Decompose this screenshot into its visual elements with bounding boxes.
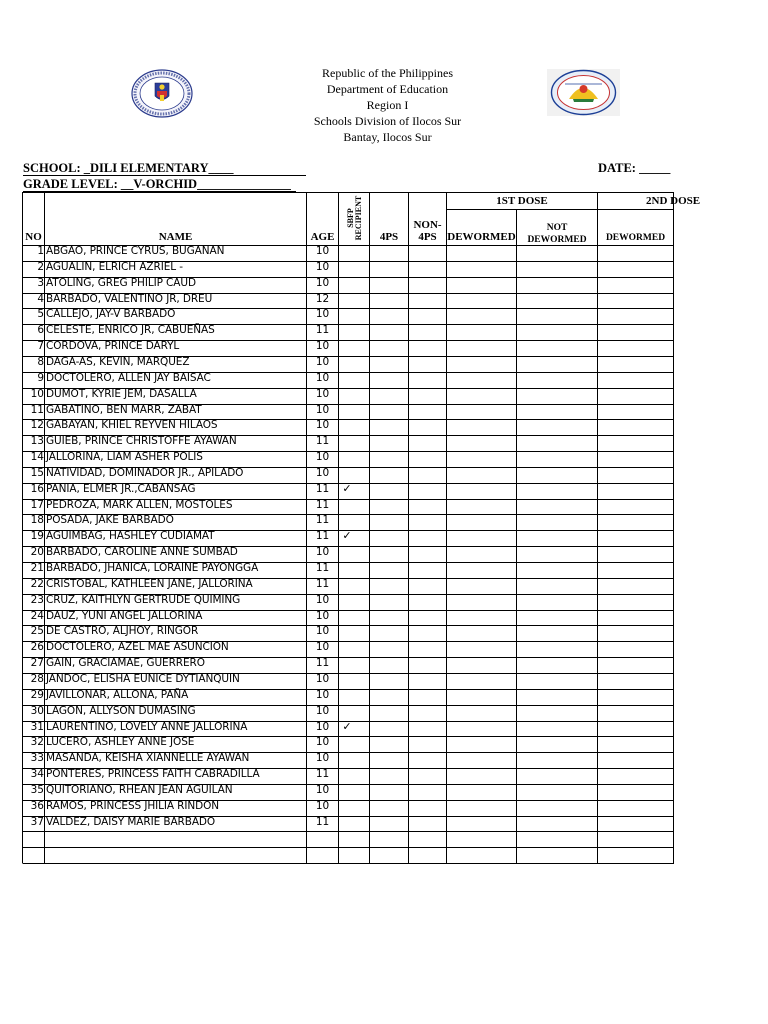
student-name: PANIA, ELMER JR.,CABANSAG	[46, 482, 196, 495]
table-row	[0, 449, 768, 465]
student-number: 17	[30, 498, 44, 511]
student-name: ATOLING, GREG PHILIP CAUD	[46, 276, 196, 289]
student-number: 1	[37, 245, 44, 257]
student-number: 22	[30, 577, 44, 590]
student-number: 12	[30, 419, 44, 432]
student-age: 10	[315, 403, 330, 416]
col-header-sbfp	[342, 192, 368, 244]
student-number: 19	[30, 530, 44, 543]
student-number: 9	[37, 371, 44, 384]
table-row	[0, 259, 768, 275]
student-name: DAUZ, YUNI ANGEL JALLORINA	[46, 609, 203, 622]
student-name: DOCTOLERO, AZEL MAE ASUNCION	[46, 641, 229, 654]
student-name: MASANDA, KEISHA XIANNELLE AYAWAN	[46, 752, 250, 765]
student-age: 10	[315, 799, 330, 812]
table-row	[0, 528, 768, 544]
student-name: AGUALIN, ELRICH AZRIEL -	[46, 260, 183, 273]
division-seal-logo	[547, 69, 620, 116]
student-name: PEDROZA, MARK ALLEN, MOSTOLES	[46, 498, 233, 511]
student-age: 11	[315, 435, 330, 448]
table-row	[0, 433, 768, 449]
document-header	[250, 65, 525, 145]
student-age: 10	[315, 593, 330, 606]
student-age: 10	[315, 720, 330, 733]
sbfp-check: ✓	[342, 529, 352, 543]
student-age: 11	[315, 498, 330, 511]
student-name: AGUIMBAG, HASHLEY CUDIAMAT	[46, 530, 215, 543]
table-row	[0, 322, 768, 338]
sbfp-check: ✓	[342, 481, 352, 495]
table-row	[0, 687, 768, 703]
student-number: 35	[30, 783, 44, 796]
student-age: 10	[315, 260, 330, 273]
student-number: 2	[37, 260, 44, 273]
student-number: 7	[37, 340, 44, 353]
student-age: 11	[315, 657, 330, 670]
table-row	[0, 512, 768, 528]
student-name: QUITORIANO, RHEAN JEAN AGUILAN	[46, 783, 233, 796]
header-location: Bantay, Ilocos Sur	[343, 130, 432, 144]
student-name: LAURENTINO, LOVELY ANNE JALLORINA	[46, 720, 248, 733]
table-row	[0, 782, 768, 798]
student-number: 32	[30, 736, 44, 749]
student-name: GABATINO, BEN MARR, ZABAT	[46, 403, 202, 416]
student-name: CRISTOBAL, KATHLEEN JANE, JALLORINA	[46, 577, 253, 590]
student-name: BARBADO, CAROLINE ANNE SUMBAD	[46, 546, 238, 559]
student-number: 15	[30, 466, 44, 479]
table-row	[0, 465, 768, 481]
student-number: 25	[30, 625, 44, 638]
student-name: RAMOS, PRINCESS JHILIA RINDON	[46, 799, 220, 812]
student-age: 10	[315, 387, 330, 400]
student-number: 20	[30, 546, 44, 559]
header-department: Department of Education	[326, 82, 449, 96]
col-header-dewormed-2nd: DEWORMED	[605, 233, 666, 243]
student-age: 10	[315, 609, 330, 622]
table-row	[0, 291, 768, 307]
sbfp-check: ✓	[342, 719, 352, 733]
student-name: GUIEB, PRINCE CHRISTOFFE AYAWAN	[46, 435, 237, 448]
table-row	[0, 639, 768, 655]
student-number: 31	[30, 720, 44, 733]
student-name: PONTERES, PRINCESS FAITH CABRADILLA	[46, 768, 260, 781]
student-number: 27	[30, 657, 44, 670]
student-age: 11	[315, 324, 330, 337]
student-age: 10	[315, 752, 330, 765]
student-age: 10	[315, 625, 330, 638]
student-age: 10	[315, 704, 330, 717]
student-age: 10	[315, 308, 330, 321]
student-number: 26	[30, 641, 44, 654]
student-number: 29	[30, 688, 44, 701]
student-number: 3	[37, 276, 44, 289]
student-name: NATIVIDAD, DOMINADOR JR., APILADO	[46, 466, 244, 479]
student-name: BARBADO, JHANICA, LORAINE PAYONGGA	[46, 562, 259, 574]
grade-underline	[23, 191, 296, 192]
student-age: 11	[315, 482, 330, 495]
student-name: CALLEJO, JAY-V BARBADO	[46, 308, 176, 321]
table-row	[0, 703, 768, 719]
student-number: 30	[30, 704, 44, 717]
student-age: 10	[315, 340, 330, 353]
student-number: 4	[37, 292, 44, 305]
student-name: DE CASTRO, ALJHOY, RINGOR	[46, 625, 199, 638]
student-age: 10	[315, 688, 330, 701]
table-row	[0, 338, 768, 354]
student-number: 10	[30, 387, 44, 400]
student-age: 10	[315, 546, 330, 559]
student-age: 11	[315, 768, 330, 781]
header-division: Schools Division of Ilocos Sur	[313, 114, 462, 128]
student-age: 10	[315, 451, 330, 464]
student-number: 11	[30, 403, 44, 416]
student-name: POSADA, JAKE BARBADO	[46, 514, 174, 527]
student-number: 23	[30, 593, 44, 606]
school-field: SCHOOL: _DILI ELEMENTARY____	[23, 161, 234, 175]
col-header-2nd-dose: 2ND DOSE	[646, 195, 701, 207]
grade-level-field: GRADE LEVEL: __V-ORCHID_______________	[23, 177, 291, 191]
student-age: 10	[315, 419, 330, 432]
table-row	[0, 734, 768, 750]
student-name: DOCTOLERO, ALLEN JAY BAISAC	[46, 371, 211, 384]
table-row	[0, 497, 768, 513]
table-row	[0, 354, 768, 370]
table-row	[0, 402, 768, 418]
table-row	[0, 814, 768, 830]
student-age: 12	[315, 292, 330, 305]
table-row	[0, 608, 768, 624]
table-row	[0, 655, 768, 671]
student-number: 33	[30, 752, 44, 765]
student-age: 11	[315, 577, 330, 590]
col-header-not-dewormed: NOT DEWORMED	[527, 223, 587, 245]
student-number: 37	[30, 815, 44, 828]
student-name: LAGON, ALLYSON DUMASING	[46, 704, 196, 717]
student-age: 10	[315, 672, 330, 685]
table-row	[0, 370, 768, 386]
student-number: 13	[30, 435, 44, 448]
student-age: 10	[315, 736, 330, 749]
table-row	[0, 386, 768, 402]
student-name: LUCERO, ASHLEY ANNE JOSE	[46, 736, 195, 749]
student-name: VALDEZ, DAISY MARIE BARBADO	[46, 815, 216, 828]
col-header-dewormed: DEWORMED	[447, 231, 516, 243]
table-row	[0, 481, 768, 497]
student-age: 10	[315, 641, 330, 654]
student-age: 10	[315, 355, 330, 368]
student-number: 8	[37, 355, 44, 368]
student-age: 10	[315, 783, 330, 796]
table-row	[0, 623, 768, 639]
deped-seal-logo	[131, 69, 193, 118]
student-number: 24	[30, 609, 44, 622]
col-header-age: AGE	[310, 231, 335, 243]
student-name: DUMOT, KYRIE JEM, DASALLA	[46, 387, 197, 400]
student-name: DAGA-AS, KEVIN, MARQUEZ	[46, 355, 190, 368]
table-row	[0, 544, 768, 560]
table-row	[0, 671, 768, 687]
col-header-no: NO	[25, 231, 42, 243]
student-name: BARBADO, VALENTINO JR, DREU	[46, 292, 213, 305]
student-age: 10	[315, 466, 330, 479]
student-name: GAIN, GRACIAMAE, GUERRERO	[46, 657, 205, 670]
student-age: 10	[315, 276, 330, 289]
col-header-4ps: 4PS	[379, 231, 399, 243]
student-number: 36	[30, 799, 44, 812]
student-number: 34	[30, 768, 44, 781]
student-number: 14	[30, 451, 44, 464]
table-row	[0, 306, 768, 322]
student-age: 11	[315, 530, 330, 543]
table-row	[0, 798, 768, 814]
col-header-1st-dose: 1ST DOSE	[496, 195, 548, 207]
student-name: JAVILLONAR, ALLONA, PAÑA	[46, 688, 189, 701]
table-row	[0, 592, 768, 608]
student-age: 11	[315, 562, 330, 574]
student-name: JALLORINA, LIAM ASHER POLIS	[46, 451, 203, 464]
student-age: 11	[315, 514, 330, 527]
student-number: 18	[30, 514, 44, 527]
student-age: 10	[315, 245, 330, 257]
table-row	[0, 750, 768, 766]
student-name: CORDOVA, PRINCE DARYL	[46, 340, 180, 353]
student-number: 6	[37, 324, 44, 337]
school-underline	[23, 175, 306, 176]
table-row	[0, 417, 768, 433]
student-number: 28	[30, 672, 44, 685]
student-name: CELESTE, ENRICO JR, CABUEÑAS	[46, 324, 215, 337]
student-number: 21	[30, 562, 44, 574]
student-number: 16	[30, 482, 44, 495]
date-field: DATE: _____	[598, 161, 671, 175]
col-header-non-4ps: NON- 4PS	[413, 219, 442, 243]
student-age: 11	[315, 815, 330, 828]
student-age: 10	[315, 371, 330, 384]
header-region: Region I	[366, 98, 409, 112]
table-row	[0, 275, 768, 291]
table-row	[0, 576, 768, 592]
table-row	[0, 560, 768, 576]
student-name: GABAYAN, KHIEL REYVEN HILAOS	[46, 419, 218, 432]
table-row	[0, 719, 768, 735]
student-name: CRUZ, KAITHLYN GERTRUDE QUIMING	[46, 593, 241, 606]
col-header-name: NAME	[158, 231, 193, 243]
student-name: ABGAO, PRINCE CYRUS, BUGANAN	[46, 245, 225, 257]
table-row	[0, 243, 768, 259]
student-number: 5	[37, 308, 44, 321]
table-row	[0, 766, 768, 782]
student-name: JANDOC, ELISHA EUNICE DYTIANQUIN	[46, 672, 240, 685]
col-header-sbfp-label: SBFP RECIPIENT	[346, 195, 364, 241]
header-republic: Republic of the Philippines	[322, 66, 453, 80]
